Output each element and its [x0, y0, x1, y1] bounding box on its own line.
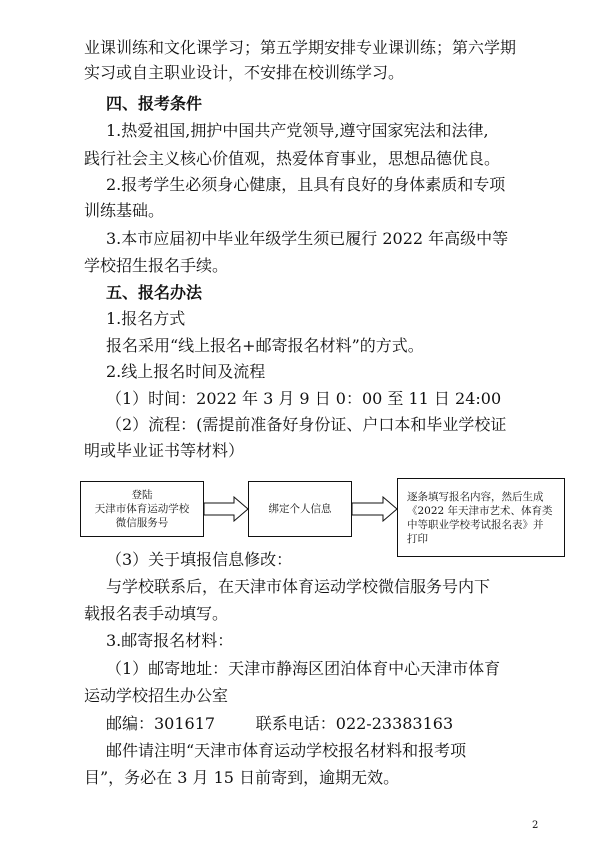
flow-step-text: 微信服务号 [115, 517, 169, 529]
paragraph-line: （1）时间：2022 年 3 月 9 日 0：00 至 11 日 24:00 [106, 389, 502, 408]
paragraph-line-contact: 邮编：301617 联系电话：022-23383163 [106, 714, 454, 733]
paragraph-line: （2）流程：(需提前准备好身份证、户口本和毕业学校证 [106, 415, 507, 434]
paragraph-line: （1）邮寄地址：天津市静海区团泊体育中心天津市体育 [106, 659, 501, 678]
flow-step-text: 登陆 [131, 489, 153, 501]
page-number: 2 [532, 820, 539, 831]
flow-step-fill-form [397, 478, 565, 557]
paragraph-line: 2.报考学生必须身心健康，且具有良好的身体素质和专项 [106, 175, 506, 194]
paragraph-line: 1.热爱祖国,拥护中国共产党领导,遵守国家宪法和法律, [106, 121, 489, 140]
flow-step-text: 天津市体育运动学校 [94, 503, 190, 515]
flow-step-bind-info [248, 481, 352, 537]
flow-step-text: 绑定个人信息 [268, 503, 332, 515]
flow-step-text: 中等职业学校考试报名表》并 [407, 518, 544, 531]
paragraph-line: 实习或自主职业设计，不安排在校训练学习。 [84, 63, 405, 82]
flow-step-login [80, 481, 204, 537]
paragraph-line: 1.报名方式 [106, 309, 186, 328]
paragraph-line: （3）关于填报信息修改： [106, 550, 293, 569]
flow-arrow-icon [203, 496, 249, 522]
paragraph-line: 载报名表手动填写。 [84, 604, 229, 623]
paragraph-line: 业课训练和文化课学习；第五学期安排专业课训练；第六学期 [84, 38, 517, 57]
paragraph-line: 学校招生报名手续。 [84, 256, 229, 275]
flow-step-text: 打印 [407, 532, 428, 545]
paragraph-line: 目”，务必在 3 月 15 日前寄到，逾期无效。 [84, 768, 400, 787]
flow-arrow-icon [351, 496, 398, 522]
paragraph-line: 训练基础。 [84, 201, 165, 220]
paragraph-line: 2.线上报名时间及流程 [106, 362, 266, 381]
paragraph-line: 报名采用“线上报名+邮寄报名材料”的方式。 [106, 336, 424, 355]
section-heading-5: 五、报名办法 [106, 283, 203, 302]
paragraph-line: 运动学校招生办公室 [84, 686, 229, 705]
paragraph-line: 3.本市应届初中毕业年级学生须已履行 2022 年高级中等 [106, 229, 509, 248]
paragraph-line: 践行社会主义核心价值观，热爱体育事业，思想品德优良。 [84, 149, 501, 168]
section-heading-4: 四、报考条件 [106, 94, 203, 113]
paragraph-line: 邮件请注明“天津市体育运动学校报名材料和报考项 [106, 741, 467, 760]
paragraph-line: 明或毕业证书等材料） [84, 441, 245, 460]
paragraph-line: 与学校联系后，在天津市体育运动学校微信服务号内下 [106, 577, 491, 596]
flow-step-text: 逐条填写报名内容，然后生成 [407, 490, 544, 503]
flow-step-text: 《2022 年天津市艺术、体育类 [407, 504, 553, 517]
paragraph-line: 3.邮寄报名材料： [106, 631, 234, 650]
